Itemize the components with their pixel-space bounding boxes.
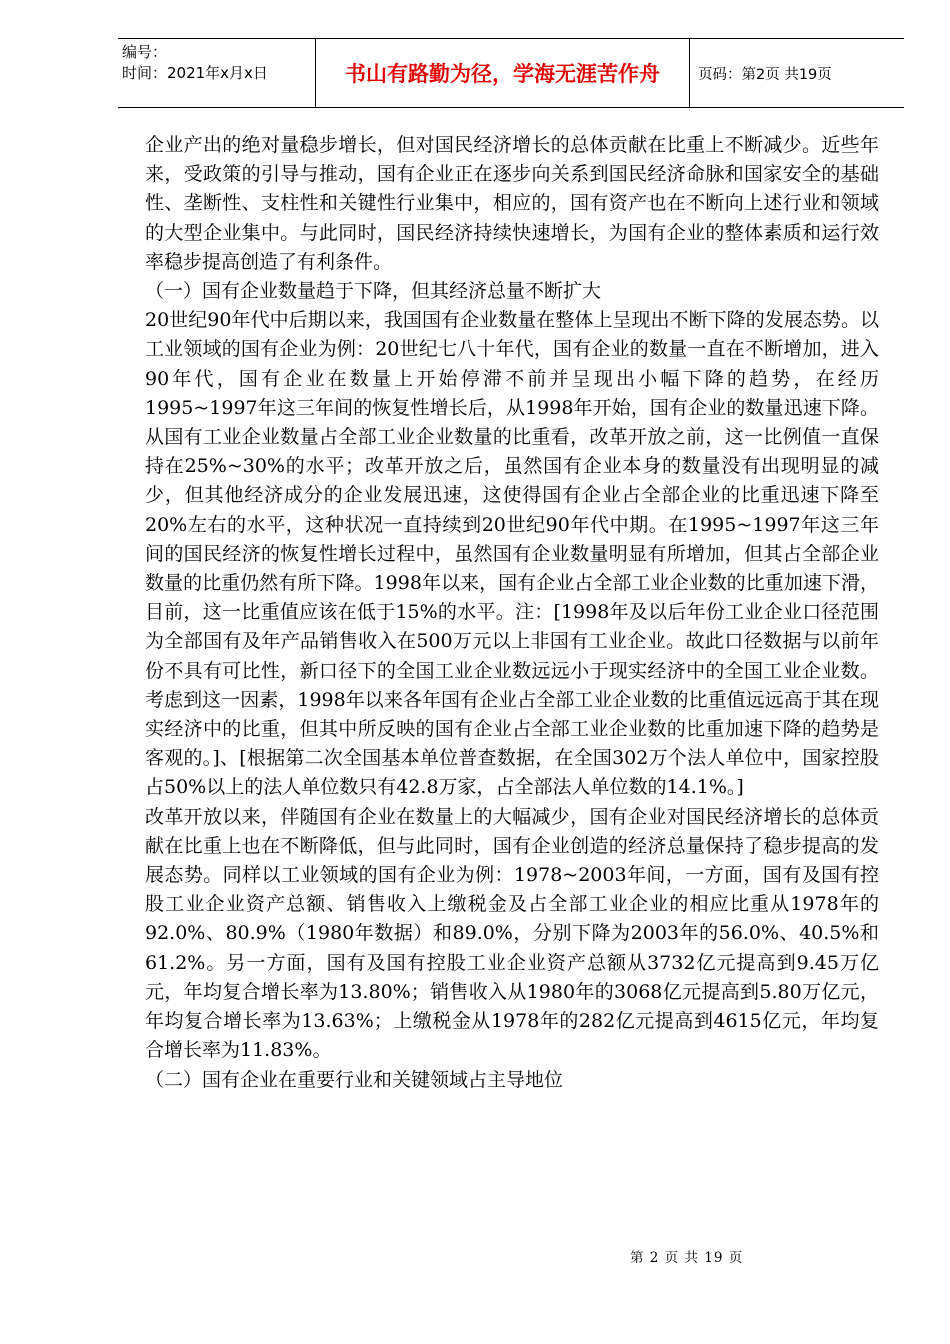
page-header xyxy=(118,38,904,108)
header-number: 编号： xyxy=(122,43,168,61)
header-meta xyxy=(118,39,316,107)
header-page-info: 页码：第2页 共19页 xyxy=(698,66,832,83)
paragraph: 企业产出的绝对量稳步增长，但对国民经济增长的总体贡献在比重上不断减少。近些年来，受政策的引导与推动，国有企业正在逐步向关系到国民经济命脉和国家安全的基础性、垄断性、支柱性和关键性行业集中，相应的，国有资产也在不断向上述行业和领域的大型企业集中。与此同时，国民经济持续快速增长，为国有企业的整体素质和运行效率稳步提高创造了有利条件。 xyxy=(145,134,879,273)
document-body xyxy=(145,131,879,1095)
page-footer: 第 2 页 共 19 页 xyxy=(630,1250,744,1266)
section-heading: （一）国有企业数量趋于下降，但其经济总量不断扩大 xyxy=(145,280,602,303)
paragraph: 20世纪90年代中后期以来，我国国有企业数量在整体上呈现出不断下降的发展态势。以工业领域的国有企业为例：20世纪七八十年代，国有企业的数量一直在不断增加，进入90年代，国有企业在数量上开始停滞不前并呈现出小幅下降的趋势，在经历1995~1997年这三年间的恢复性增长后，从1998年开始，国有企业的数量迅速下降。从国有工业企业数量占全部工业企业数量的比重看，改革开放之前，这一比例值一直保持在25%~30%的水平；改革开放之后，虽然国有企业本身的数量没有出现明显的减少，但其他经济成分的企业发展迅速，这使得国有企业占全部企业的比重迅速下降至20%左右的水平，这种状况一直持续到20世纪90年代中期。在1995~1997年这三年间的国民经济的恢复性增长过程中，虽然国有企业数量明显有所增加，但其占全部企业数量的比重仍然有所下降。1998年以来，国有企业占全部工业企业数的比重加速下滑，目前，这一比重值应该在低于15%的水平。注：[1998年及以后年份工业企业口径范围为全部国有及年产品销售收入在500万元以上非国有工业企业。故此口径数据与以前年份不具有可比性，新口径下的全国工业企业数远远小于现实经济中的全国工业企业数。考虑到这一因素，1998年以来各年国有企业占全部工业企业数的比重值远远高于其在现实经济中的比重，但其中所反映的国有企业占全部工业企业数的比重加速下降的趋势是客观的。]、[根据第二次全国基本单位普查数据，在全国302万个法人单位中，国家控股占50%以上的法人单位数只有42.8万家，占全部法人单位数的14.1%。] xyxy=(145,309,879,799)
header-motto: 书山有路勤为径，学海无涯苦作舟 xyxy=(316,39,690,107)
paragraph: 改革开放以来，伴随国有企业在数量上的大幅减少，国有企业对国民经济增长的总体贡献在比重上也在不断降低，但与此同时，国有企业创造的经济总量保持了稳步提高的发展态势。同样以工业领域的国有企业为例：1978~2003年间，一方面，国有及国有控股工业企业资产总额、销售收入上缴税金及占全部工业企业的相应比重从1978年的92.0%、80.9%（1980年数据）和89.0%，分别下降为2003年的56.0%、40.5%和61.2%。另一方面，国有及国有控股工业企业资产总额从3732亿元提高到9.45万亿元，年均复合增长率为13.80%；销售收入从1980年的3068亿元提高到5.80万亿元，年均复合增长率为13.63%；上缴税金从1978年的282亿元提高到4615亿元，年均复合增长率为11.83%。 xyxy=(145,805,879,1062)
section-heading: （二）国有企业在重要行业和关键领域占主导地位 xyxy=(145,1068,564,1091)
header-time: 时间：2021年x月x日 xyxy=(122,64,268,82)
